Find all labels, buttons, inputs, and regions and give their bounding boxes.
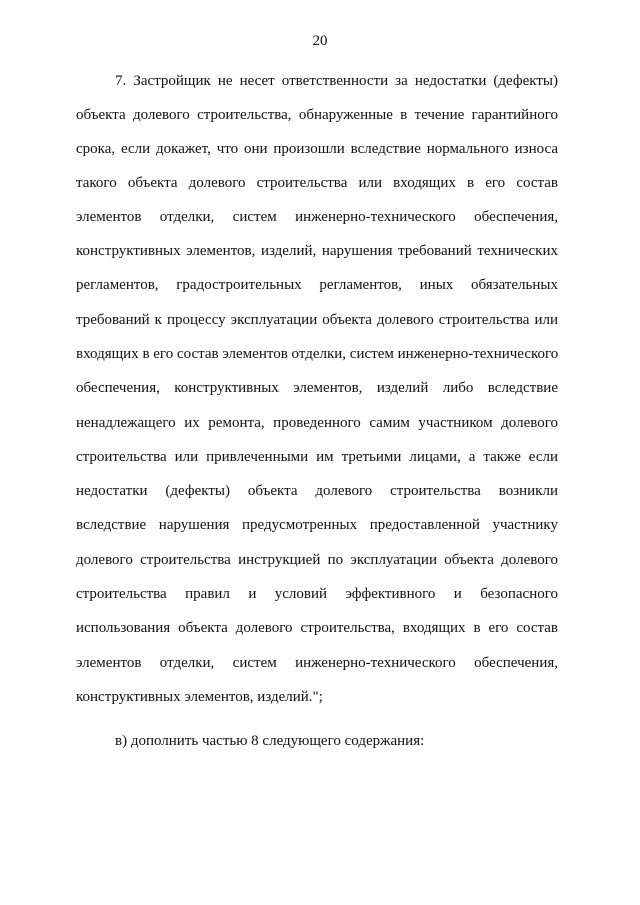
paragraph-line: срока, если докажет, что они произошли вследствие нормального износа [76, 141, 558, 157]
paragraph-line: использования объекта долевого строительства, входящих в его состав [76, 620, 558, 636]
paragraph-line: конструктивных элементов, изделий, нарушения требований технических [76, 243, 558, 259]
paragraph-line: элементов отделки, систем инженерно-технического обеспечения, [76, 655, 558, 671]
paragraph-line: требований к процессу эксплуатации объекта долевого строительства или [76, 312, 558, 328]
paragraph-line: входящих в его состав элементов отделки, систем инженерно-технического [76, 346, 559, 362]
paragraph-line: конструктивных элементов, изделий."; [76, 689, 323, 705]
paragraph-line: такого объекта долевого строительства или входящих в его состав [76, 175, 558, 191]
paragraph-line: объекта долевого строительства, обнаруженные в течение гарантийного [76, 107, 558, 123]
paragraph-line: долевого строительства инструкцией по эксплуатации объекта долевого [76, 552, 558, 568]
page-number: 20 [312, 33, 328, 49]
paragraph-line: элементов отделки, систем инженерно-технического обеспечения, [76, 209, 558, 225]
paragraph-line: вследствие нарушения предусмотренных предоставленной участнику [76, 517, 558, 533]
paragraph-line: строительства или привлеченными им третьими лицами, а также если [76, 449, 558, 465]
paragraph-line: регламентов, градостроительных регламентов, иных обязательных [76, 277, 558, 293]
paragraph-line: строительства правил и условий эффективного и безопасного [76, 586, 558, 602]
paragraph-line: недостатки (дефекты) объекта долевого строительства возникли [76, 483, 558, 499]
paragraph-line: обеспечения, конструктивных элементов, изделий либо вследствие [76, 380, 558, 396]
paragraph-line: 7. Застройщик не несет ответственности за недостатки (дефекты) [115, 73, 558, 89]
paragraph-line: ненадлежащего их ремонта, проведенного самим участником долевого [76, 415, 558, 431]
amendment-line: в) дополнить частью 8 следующего содержания: [115, 733, 425, 749]
